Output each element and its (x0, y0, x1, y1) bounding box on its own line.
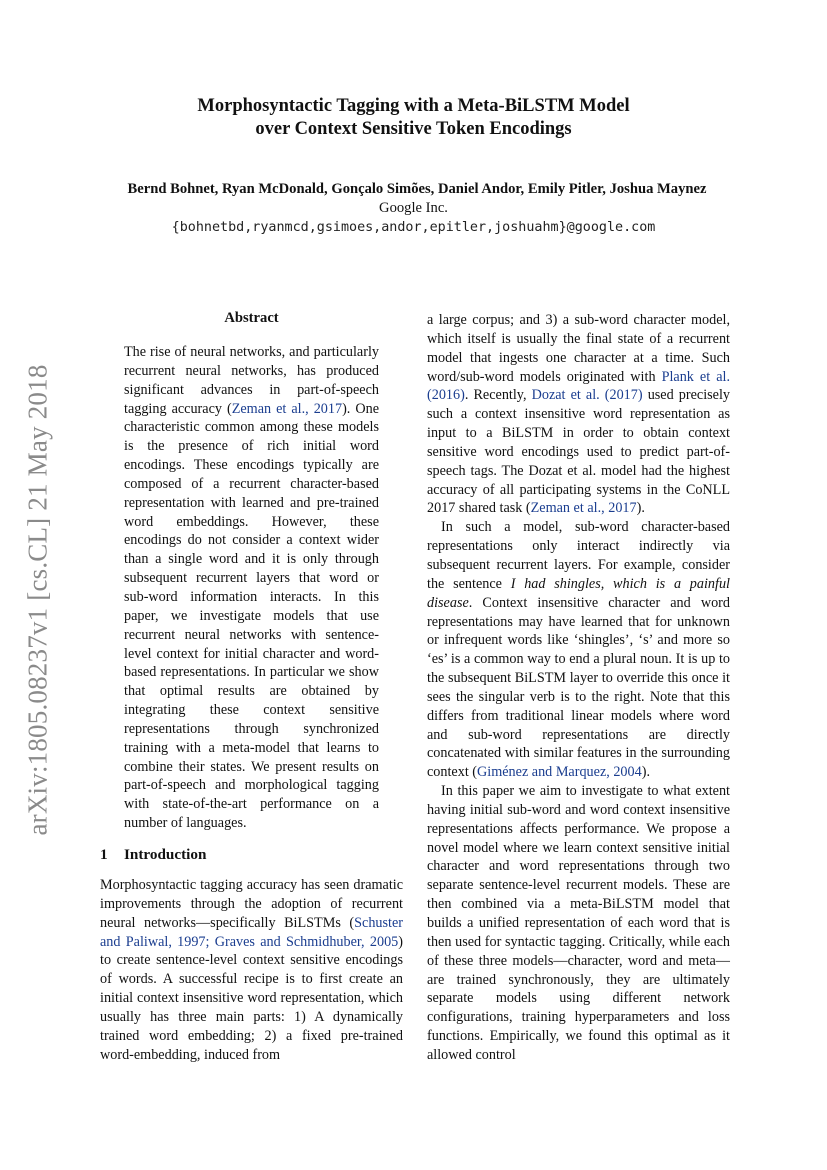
body-text: a large corpus; and 3) a sub-word character model, which itself is usually the final state of a recurrent model that ingests one character at a time. Such word/sub-word models originated with (427, 312, 730, 385)
abstract-heading: Abstract (224, 310, 279, 326)
paragraph (427, 311, 730, 518)
body-text: ). (641, 764, 650, 781)
paragraph (427, 518, 730, 782)
section-title: Introduction (124, 846, 207, 863)
body-text: . Recently, (464, 387, 532, 404)
body-text: Morphosyntactic tagging accuracy has seen dramatic improvements through the adoption of recurrent neural networks—specifically BiLSTMs ( (100, 877, 403, 931)
body-text: . Context insensitive character and word representations may have learned that for unknown or infrequent words like ‘shingles’, ‘s’ and more so ‘es’ is a common way to end a plural noun. It is up to the subsequent BiLSTM layer to override this once it sees the singular verb is to the right. Note that this differs from traditional linear models where word and sub-word representations are directly concatenated with similar features in the surrounding context ( (427, 594, 730, 781)
citation-link[interactable]: Plank et al. (2016) (427, 368, 730, 404)
paper-title (0, 95, 827, 141)
arxiv-id: arXiv:1805.08237v1 [cs.CL] 21 May 2018 (22, 364, 53, 836)
citation-link[interactable]: Schuster and Paliwal, 1997; Graves and Schmidhuber, 2005 (100, 914, 403, 950)
title-line-2: over Context Sensitive Token Encodings (255, 119, 572, 139)
body-text: ). (636, 500, 645, 517)
author-list: Bernd Bohnet, Ryan McDonald, Gonçalo Simões, Daniel Andor, Emily Pitler, Joshua Maynez (127, 181, 707, 197)
abstract-text: ). One characteristic common among these models is the presence of rich initial word encodings. These encodings typically are composed of a recurrent character-based representation with learned and pre-trained word embeddings. However, these encodings do not consider a context wider than a single word and it is only through subsequent recurrent layers that word or sub-word information interacts. In this paper, we investigate models that use recurrent neural networks with sentence-level context for initial character and word-based representations. In particular we show that optimal results are obtained by integrating these context sensitive representations through synchronized training with a meta-model that learns to combine their states. We present results on part-of-speech and morphological tagging with state-of-the-art performance on a number of languages. (124, 400, 379, 832)
paragraph (427, 782, 730, 1065)
citation-link[interactable]: Zeman et al., 2017 (231, 400, 343, 417)
body-text: In such a model, sub-word character-based representations only interact indirectly via subsequent recurrent layers. For example, consider the sentence (427, 519, 730, 592)
citation-link[interactable]: Giménez and Marquez, 2004 (477, 764, 642, 781)
abstract-body (124, 343, 379, 833)
body-text: used precisely such a context insensitive word representation as input to a BiLSTM in order to obtain context sensitive word encodings used to predict part-of-speech tags. The Dozat et al. model had the highest accuracy of all participating systems in the CoNLL 2017 shared task ( (427, 387, 730, 517)
right-column (427, 311, 730, 1065)
body-text: ) to create sentence-level context sensitive encodings of words. A successful recipe is to first create an initial context insensitive word representation, which usually has three main parts: 1) A dynamically trained word embedding; 2) a fixed pre-trained word-embedding, induced from (100, 933, 403, 1063)
title-line-1: Morphosyntactic Tagging with a Meta-BiLSTM Model (197, 96, 630, 116)
example-sentence: I had shingles, which is a painful disease (427, 575, 730, 611)
section-heading (100, 845, 206, 865)
citation-link[interactable]: Dozat et al. (2017) (531, 387, 643, 404)
abstract-text: The rise of neural networks, and particularly recurrent neural networks, has produced significant advances in part-of-speech tagging accuracy ( (124, 344, 379, 417)
intro-paragraph (100, 876, 403, 1064)
affiliation: Google Inc. (379, 200, 448, 216)
body-text: In this paper we aim to investigate to what extent having initial sub-word and word context insensitive representations affects performance. We propose a novel model where we learn context sensitive initial character and word representations through two separate sentence-level recurrent models. These are then combined via a meta-BiLSTM model that builds a unified representation of each word that is then used for syntactic tagging. Critically, while each of these three models—character, word and meta—are trained synchronously, they are ultimately separate models using different network configurations, training hyperparameters and loss functions. Empirically, we found this optimal as it allowed control (427, 783, 730, 1063)
email-list: {bohnetbd,ryanmcd,gsimoes,andor,epitler,joshuahm}@google.com (171, 220, 656, 235)
section-number: 1 (100, 846, 108, 863)
citation-link[interactable]: Zeman et al., 2017 (530, 500, 637, 517)
